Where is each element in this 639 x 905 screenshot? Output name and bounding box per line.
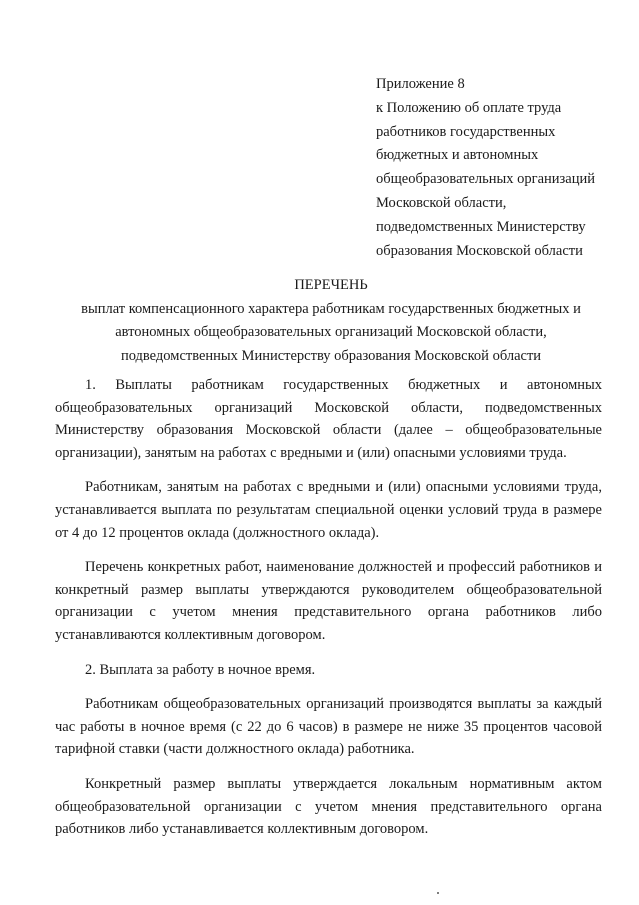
paragraph-harmful-payment-size: Работникам, занятым на работах с вредными и (или) опасными условиями труда, устанавливается выплата по результатам специальной оценки условий труда в размере от 4 до 12 процентов оклада (должностного оклада).	[55, 479, 602, 541]
paragraph-night-work-approval: Конкретный размер выплаты утверждается локальным нормативным актом общеобразовательной организации с учетом мнения представительного органа работников либо устанавливаетcя коллективным договором.	[55, 775, 602, 838]
title-heading: ПЕРЕЧЕНЬ	[294, 277, 368, 293]
document-body	[55, 374, 602, 853]
appendix-line: работников государственных	[376, 123, 556, 140]
appendix-line: Приложение 8	[376, 76, 465, 92]
paragraph-harmful-list-approval: Перечень конкретных работ, наименование должностей и профессий работников и конкретный размер выплаты утверждаются руководителем общеобразовательной организации с учетом мнения представительного органа работников либо устанавливаются коллективным договором.	[55, 559, 602, 643]
scan-speck	[437, 892, 439, 894]
appendix-line: образования Московской области	[376, 242, 583, 259]
paragraph-night-work-payment: Работникам общеобразовательных организаций производятся выплаты за каждый час работы в ночное время (с 22 до 6 часов) в размере не ниже 35 процентов часовой тарифной ставки (части должностного оклада) работника.	[55, 696, 602, 758]
appendix-line: общеобразовательных организаций	[376, 171, 595, 188]
title-subtitle-line: выплат компенсационного характера работникам государственных бюджетных и	[81, 300, 581, 317]
document-title	[40, 274, 622, 368]
paragraph-harmful-conditions: 1. Выплаты работникам государственных бюджетных и автономных общеобразовательных организаций Московской области, подведомственных Министерству образования Московской области (далее – общеобразовательные организации), занятым на работах с вредными и (или) опасными условиями труда.	[55, 377, 602, 461]
appendix-line: к Положению об оплате труда	[376, 99, 562, 116]
appendix-line: Московской области,	[376, 194, 507, 211]
appendix-note	[376, 73, 626, 263]
appendix-line: бюджетных и автономных	[376, 147, 539, 164]
appendix-line: подведомственных Министерству	[376, 218, 586, 235]
title-subtitle-line: автономных общеобразовательных организаций Московской области,	[115, 324, 547, 340]
paragraph-night-work-heading: 2. Выплата за работу в ночное время.	[85, 661, 316, 678]
title-subtitle-line: подведомственных Министерству образования Московской области	[120, 347, 542, 364]
